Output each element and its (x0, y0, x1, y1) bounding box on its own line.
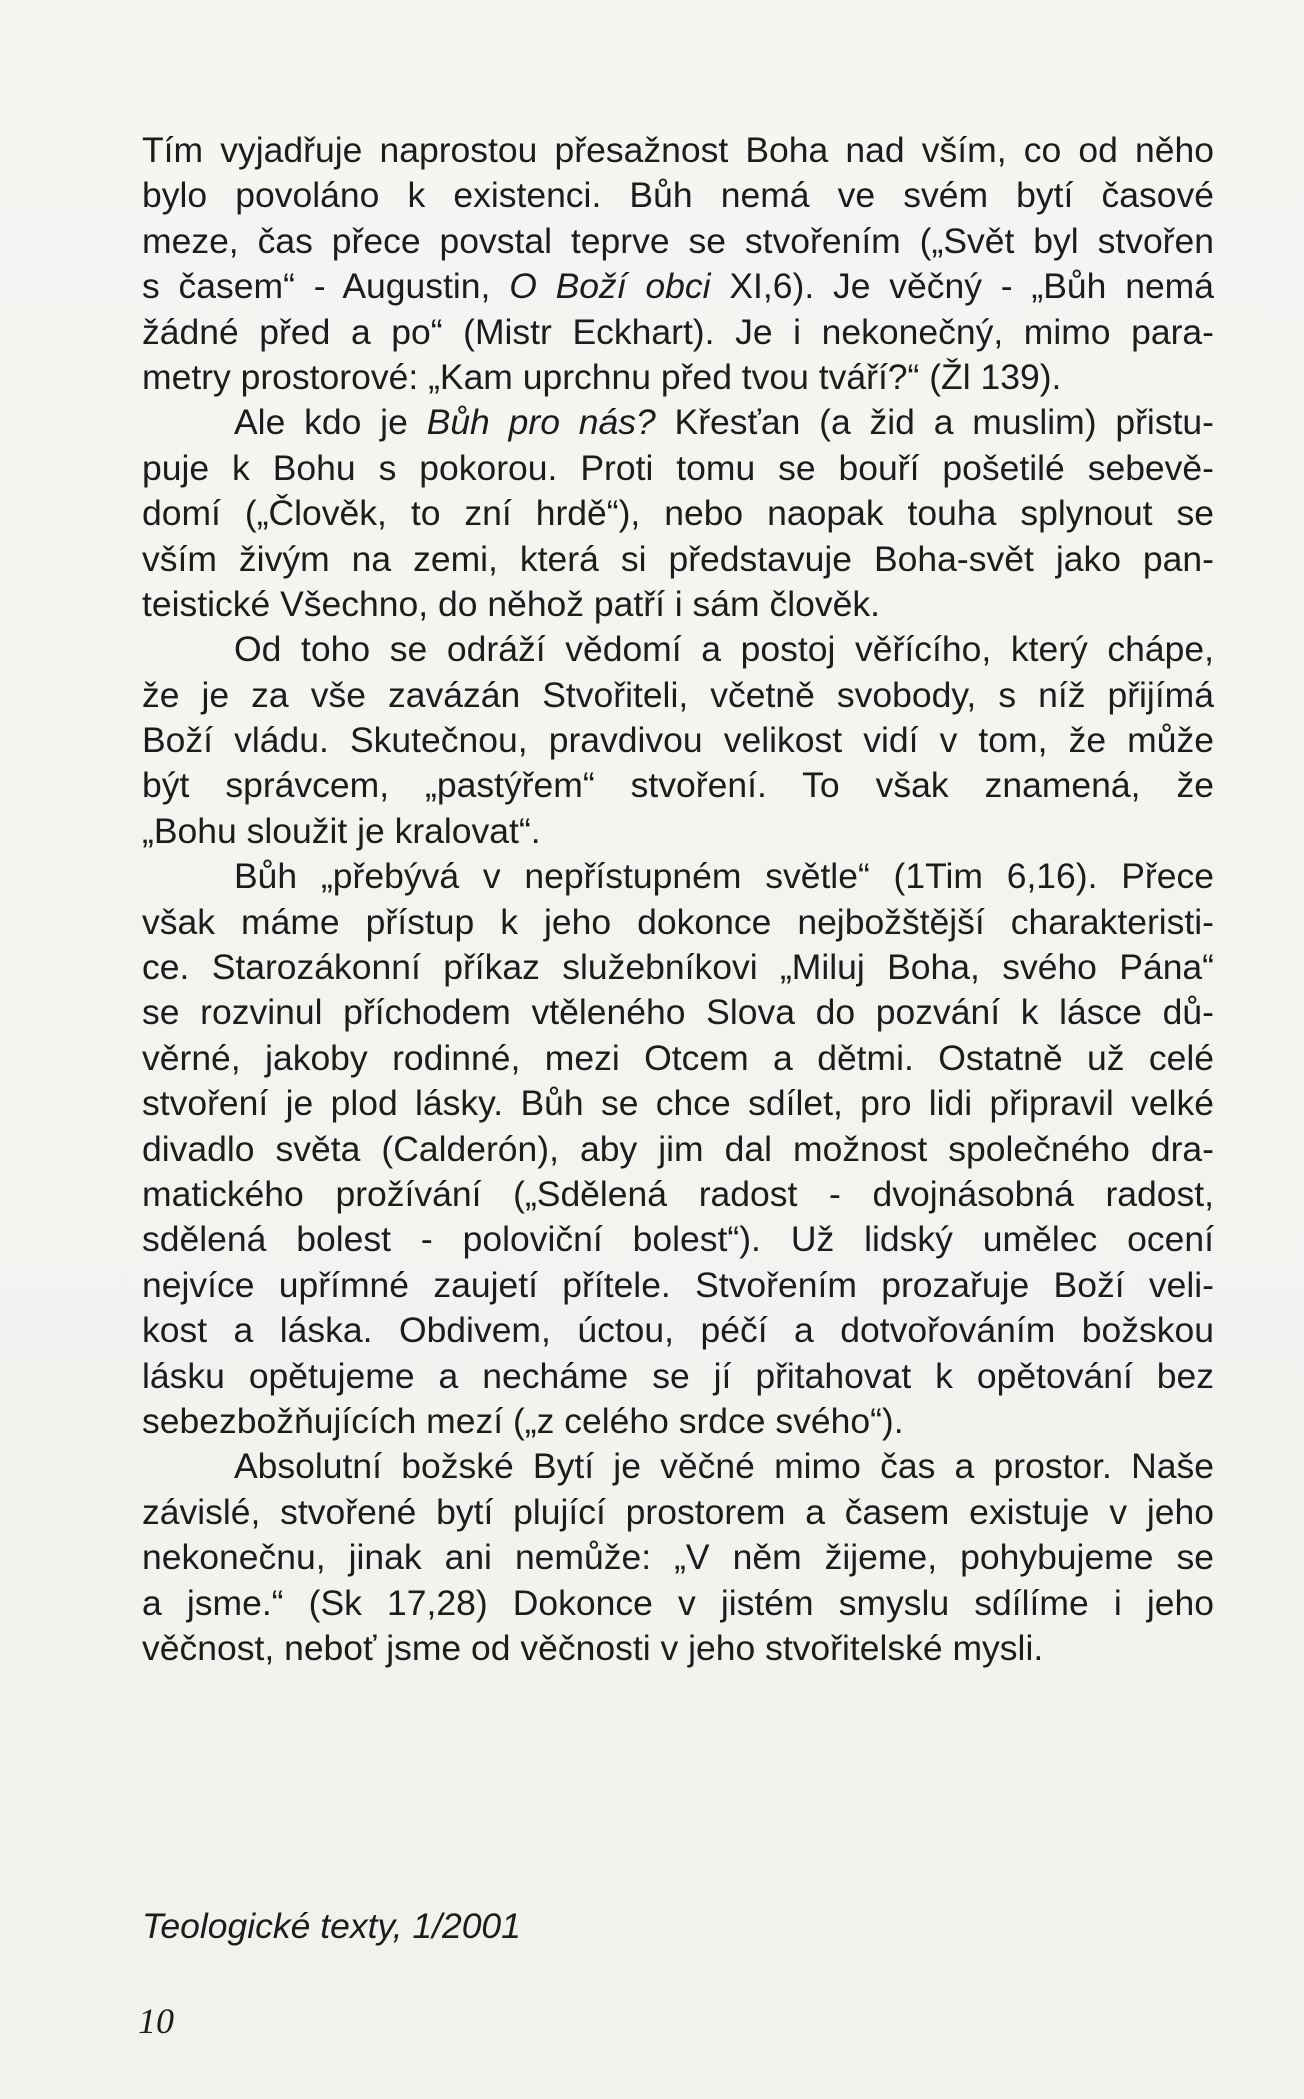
text-run: „Bohu sloužit je kralovat“. (142, 810, 541, 851)
text-run: a jsme.“ (Sk 17,28) Dokonce v jistém smyslu sdílíme i jeho (142, 1582, 1214, 1623)
text-run: žádné před a po“ (Mistr Eckhart). Je i nekonečný, mimo para- (142, 311, 1214, 352)
text-run: teistické Všechno, do něhož patří i sám člověk. (142, 583, 880, 624)
text-run: lásku opětujeme a necháme se jí přitahovat k opětování bez (142, 1355, 1214, 1396)
text-run: matického prožívání („Sdělená radost - dvojnásobná radost, (142, 1173, 1214, 1214)
text-run: nejvíce upřímné zaujetí přítele. Stvořením prozařuje Boží veli- (142, 1264, 1214, 1305)
text-line (142, 1263, 1214, 1308)
text-line (142, 446, 1214, 491)
text-line (142, 491, 1214, 536)
text-run: nekonečnu, jinak ani nemůže: „V něm žijeme, pohybujeme se (142, 1537, 1214, 1578)
text-run: puje k Bohu s pokorou. Proti tomu se bouří pošetilé sebevě- (142, 447, 1214, 488)
text-run: Křesťan (a žid a muslim) přistu- (655, 402, 1214, 443)
text-run: s časem“ - Augustin, (142, 266, 510, 307)
text-run: kost a láska. Obdivem, úctou, péčí a dotvořováním božskou (142, 1310, 1214, 1351)
text-run: věrné, jakoby rodinné, mezi Otcem a dětmi. Ostatně už celé (142, 1037, 1214, 1078)
italic-text: O Boží obci (509, 266, 711, 307)
body-text (142, 128, 1214, 1671)
text-run: Absolutní božské Bytí je věčné mimo čas a prostor. Naše (234, 1446, 1214, 1487)
text-line (142, 264, 1214, 309)
source-citation: Teologické texty, 1/2001 (142, 1906, 521, 1946)
text-line (142, 718, 1214, 763)
text-run: Boží vládu. Skutečnou, pravdivou velikost vidí v tom, že může (142, 720, 1214, 761)
text-line (142, 1217, 1214, 1262)
text-line (142, 219, 1214, 264)
text-line (142, 945, 1214, 990)
text-run: XI,6). Je věčný - „Bůh nemá (710, 266, 1214, 307)
text-run: však máme přístup k jeho dokonce nejbožštější charakteristi- (142, 901, 1214, 942)
text-run: bylo povoláno k existenci. Bůh nemá ve svém bytí časové (142, 175, 1214, 216)
text-line (142, 673, 1214, 718)
italic-text: Bůh pro nás? (426, 402, 656, 443)
text-run: být správcem, „pastýřem“ stvoření. To však znamená, že (142, 765, 1214, 806)
text-line (142, 1036, 1214, 1081)
text-line (142, 1399, 1214, 1444)
text-run: Ale kdo je (234, 402, 427, 443)
text-run: meze, čas přece povstal teprve se stvořením („Svět byl stvořen (142, 220, 1214, 261)
text-run: že je za vše zavázán Stvořiteli, včetně svobody, s níž přijímá (142, 674, 1214, 715)
text-line (142, 809, 1214, 854)
text-line (142, 1581, 1214, 1626)
text-run: divadlo světa (Calderón), aby jim dal možnost společného dra- (142, 1128, 1214, 1169)
text-line (142, 400, 1214, 445)
text-line (142, 627, 1214, 672)
text-run: závislé, stvořené bytí plující prostorem a časem existuje v jeho (142, 1491, 1214, 1532)
text-line (142, 128, 1214, 173)
text-line (142, 310, 1214, 355)
text-run: sebezbožňujících mezí („z celého srdce svého“). (142, 1400, 904, 1441)
text-line (142, 173, 1214, 218)
text-line (142, 1490, 1214, 1535)
text-run: vším živým na zemi, která si představuje Boha-svět jako pan- (142, 538, 1214, 579)
text-line (142, 990, 1214, 1035)
text-run: věčnost, neboť jsme od věčnosti v jeho stvořitelské mysli. (142, 1627, 1044, 1668)
text-line (142, 1172, 1214, 1217)
text-line (142, 1354, 1214, 1399)
text-line (142, 537, 1214, 582)
text-line (142, 1081, 1214, 1126)
text-line (142, 1535, 1214, 1580)
text-line (142, 1444, 1214, 1489)
text-line (142, 1308, 1214, 1353)
text-run: Bůh „přebývá v nepřístupném světle“ (1Tim 6,16). Přece (234, 856, 1214, 897)
text-line (142, 1626, 1214, 1671)
text-line (142, 582, 1214, 627)
text-run: domí („Člověk, to zní hrdě“), nebo naopak touha splynout se (142, 493, 1214, 534)
text-line (142, 1127, 1214, 1172)
text-run: se rozvinul příchodem vtěleného Slova do pozvání k lásce dů- (142, 992, 1214, 1033)
text-run: Tím vyjadřuje naprostou přesažnost Boha nad vším, co od něho (142, 130, 1214, 170)
text-line (142, 900, 1214, 945)
text-run: Od toho se odráží vědomí a postoj věřícího, který chápe, (234, 629, 1214, 670)
page-number: 10 (138, 2001, 174, 2041)
text-run: ce. Starozákonní příkaz služebníkovi „Miluj Boha, svého Pána“ (142, 947, 1214, 988)
text-line (142, 854, 1214, 899)
text-run: metry prostorové: „Kam uprchnu před tvou tváří?“ (Žl 139). (142, 356, 1062, 397)
text-run: sdělená bolest - poloviční bolest“). Už lidský umělec ocení (142, 1219, 1214, 1260)
text-line (142, 763, 1214, 808)
text-run: stvoření je plod lásky. Bůh se chce sdílet, pro lidi připravil velké (142, 1083, 1214, 1124)
text-line (142, 355, 1214, 400)
